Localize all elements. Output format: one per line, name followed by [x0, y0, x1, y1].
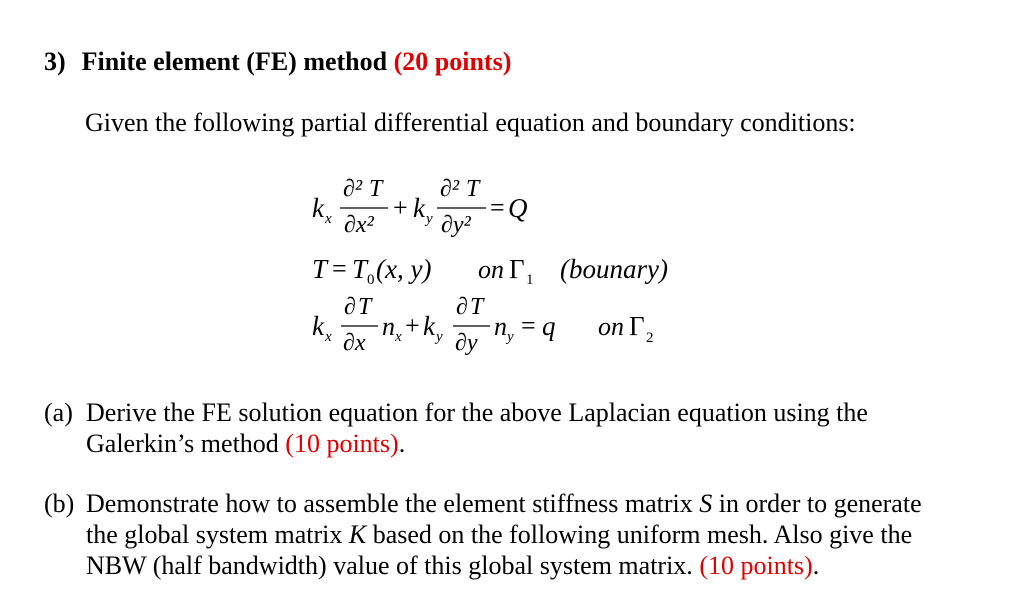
eq1-num-T-x: T [369, 176, 383, 202]
eq3-n-sub-y: y [507, 329, 514, 345]
eq1-rhs: Q [508, 193, 528, 223]
part-a-line-1 [44, 397, 868, 428]
part-a-text-2: Galerkin’s method [86, 429, 279, 458]
equation-block [290, 168, 710, 378]
part-b-text-2b: based on the following uniform mesh. Also give the [372, 520, 913, 549]
eq1-num-T-y: T [466, 176, 480, 202]
eq3-rhs: q [542, 311, 556, 341]
eq1-plus: + [393, 193, 408, 222]
eq3-num-T-x: T [358, 294, 372, 320]
question-number: 3) [44, 47, 66, 76]
eq3-sub-2: 2 [646, 330, 654, 346]
dirichlet-boundary-equation [312, 254, 668, 288]
part-b-points: (10 points) [699, 551, 813, 580]
part-b-text-3: NBW (half bandwidth) value of this global system matrix. [86, 551, 693, 580]
eq1-k: k [312, 193, 324, 223]
eq1-k2: k [413, 193, 425, 223]
eq1-num-partial-x: ∂² [343, 176, 363, 202]
eq3-sub-x: x [325, 329, 332, 345]
eq1-equals: = [490, 193, 505, 222]
part-b-K: K [348, 520, 367, 549]
eq2-T: T [312, 254, 328, 284]
part-b-text-1b: in order to generate [718, 489, 922, 518]
eq2-sub-0: 0 [367, 272, 375, 288]
question-points: (20 points) [393, 47, 512, 76]
part-a [44, 397, 868, 459]
eq3-num-partial-x: ∂ [344, 294, 356, 320]
question-heading [44, 47, 511, 77]
part-b-label: (b) [44, 489, 75, 518]
eq2-sub-1: 1 [526, 272, 534, 288]
part-b-period: . [812, 551, 820, 580]
part-b-text-1a: Demonstrate how to assemble the element stiffness matrix [86, 489, 693, 518]
neumann-boundary-equation [312, 294, 654, 356]
eq3-gamma: Γ [629, 311, 645, 341]
eq3-num-T-y: T [470, 294, 484, 320]
question-title: Finite element (FE) method [81, 47, 388, 76]
part-b-line-3 [44, 550, 922, 581]
eq3-n-x: n [382, 312, 395, 341]
part-b-S: S [699, 489, 713, 518]
part-b-line-1 [44, 488, 922, 519]
eq3-on: on [598, 312, 624, 341]
part-a-period: . [398, 429, 406, 458]
eq3-num-partial-y: ∂ [456, 294, 468, 320]
equations-svg [290, 168, 710, 378]
eq3-equals: = [521, 311, 536, 340]
eq3-den-y: ∂y [455, 330, 478, 356]
pde-equation [312, 176, 528, 238]
eq1-sub-x: x [325, 211, 332, 227]
eq3-sub-y: y [436, 329, 443, 345]
part-a-points: (10 points) [285, 429, 399, 458]
eq3-k: k [312, 311, 324, 341]
eq2-on: on [478, 255, 504, 284]
eq3-plus: + [405, 311, 420, 340]
eq1-num-partial-y: ∂² [440, 176, 460, 202]
eq2-note: (bounary) [560, 254, 668, 284]
eq1-den-x: ∂x² [344, 212, 374, 238]
eq3-n-y: n [494, 312, 507, 341]
eq2-equals: = [332, 254, 347, 283]
eq3-den-x: ∂x [343, 330, 366, 356]
intro-text: Given the following partial differential equation and boundary conditions: [85, 108, 856, 137]
part-b-text-2a: the global system matrix [86, 520, 343, 549]
eq1-den-y: ∂y² [441, 212, 471, 238]
part-a-line-2 [44, 428, 868, 459]
eq2-args: (x, y) [376, 254, 432, 284]
part-b-line-2 [44, 519, 922, 550]
eq2-T0: T [352, 254, 368, 284]
part-a-label: (a) [44, 398, 73, 427]
eq1-sub-y: y [426, 211, 433, 227]
eq3-k2: k [423, 311, 435, 341]
eq3-n-sub-x: x [395, 329, 402, 345]
part-a-text-1: Derive the FE solution equation for the above Laplacian equation using the [86, 398, 868, 427]
eq2-gamma: Γ [509, 254, 525, 284]
part-b [44, 488, 922, 581]
